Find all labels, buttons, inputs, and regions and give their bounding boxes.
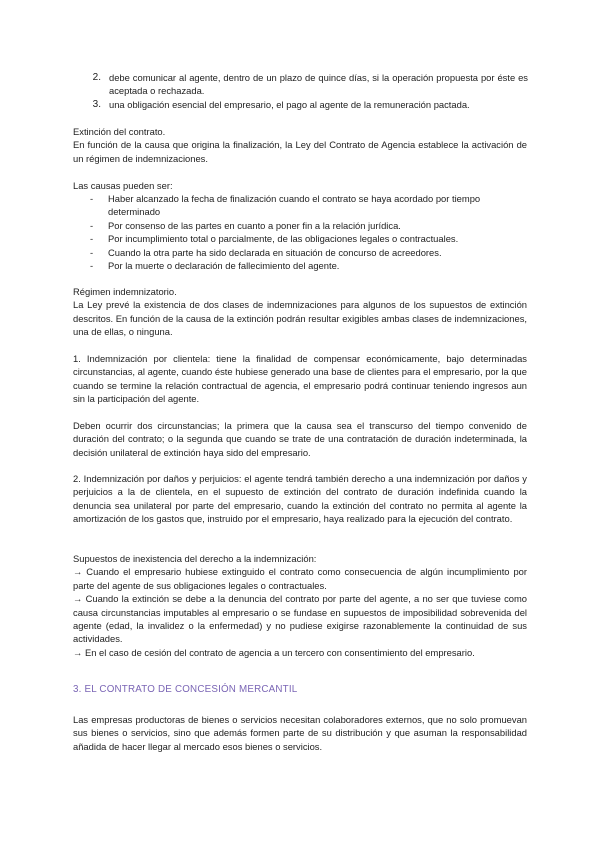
regimen-heading: Régimen indemnizatorio.	[73, 286, 177, 297]
list-text: debe comunicar al agente, dentro de un plazo de quince días, si la operación propuesta por éste es aceptada o rechazada.	[109, 72, 528, 97]
list-item	[73, 98, 528, 111]
list-item	[73, 232, 528, 245]
list-text: Por incumplimiento total o parcialmente, de las obligaciones legales o contractuales.	[108, 233, 459, 245]
list-text: Cuando la otra parte ha sido declarada en situación de concurso de acreedores.	[108, 246, 442, 258]
regimen-section	[73, 285, 527, 339]
circunstancias-paragraph: Deben ocurrir dos circunstancias; la primera que la causa sea el transcurso del tiempo convenido de duración del contrato; o la segunda que cuando se trate de una contratación de duración indeterminada, la decisión unilateral de extinción haya sido del empresario.	[73, 420, 527, 458]
danos-paragraph: 2. Indemnización por daños y perjuicios: el agente tendrá también derecho a una indemnización por daños y perjuicios a la de clientela, en el supuesto de extinción del contrato de duración indefinida cuando la denuncia sea unilateral por parte del empresario, cuando la extinción del contrato no permita al agente la amortización de los gastos que, instruido por el empresario, haya realizado para la ejecución del contrato.	[73, 473, 527, 525]
list-item	[73, 259, 528, 272]
list-number: 3.	[92, 98, 101, 110]
extincion-section	[73, 125, 527, 165]
extincion-heading: Extinción del contrato.	[73, 126, 166, 137]
concesion-paragraph: Las empresas productoras de bienes o servicios necesitan colaboradores externos, que no solo promuevan sus bienes o servicios, sino que además formen parte de su distribución y que asuman la responsabilidad añadida de hacer llegar al mercado esos bienes o servicios.	[73, 714, 527, 752]
dash-bullet: -	[90, 260, 94, 272]
list-text: Por consenso de las partes en cuanto a poner fin a la relación jurídica.	[108, 219, 401, 231]
numbered-list	[73, 71, 528, 111]
list-item	[73, 219, 528, 232]
list-item	[73, 71, 528, 98]
list-text: Haber alcanzado la fecha de finalización cuando el contrato se haya acordado por tiempo determinado	[108, 193, 481, 218]
supuestos-intro: Supuestos de inexistencia del derecho a la indemnización:	[73, 553, 317, 564]
list-number: 2.	[92, 72, 101, 83]
supuesto-item: → Cuando el empresario hubiese extinguido el contrato como consecuencia de algún incumplimiento por parte del agente de sus obligaciones legales o contractuales.	[73, 566, 527, 591]
dash-bullet: -	[90, 193, 94, 204]
supuesto-item: → En el caso de cesión del contrato de agencia a un tercero con consentimiento del empresario.	[73, 646, 475, 658]
clientela-paragraph: 1. Indemnización por clientela: tiene la finalidad de compensar económicamente, bajo determinadas circunstancias, al agente, cuando éste hubiese generado una base de clientes para el empresario, por la que cuando se termine la relación contractual de agencia, el empresario podrá continuar teniendo ingresos aun sin la participación del agente.	[73, 353, 527, 405]
supuestos-section	[73, 552, 527, 659]
causas-intro: Las causas pueden ser:	[73, 180, 173, 191]
list-item	[73, 192, 528, 219]
extincion-text: En función de la causa que origina la finalización, la Ley del Contrato de Agencia establece la activación de un régimen de indemnizaciones.	[73, 139, 527, 164]
list-item	[73, 246, 528, 259]
section-title: 3. EL CONTRATO DE CONCESIÓN MERCANTIL	[73, 684, 298, 695]
list-text: una obligación esencial del empresario, el pago al agente de la remuneración pactada.	[109, 98, 470, 110]
regimen-text: La Ley prevé la existencia de dos clases de indemnizaciones para algunos de los supuestos de extinción descritos. En función de la causa de la extinción podrán resultar exigibles ambas clases de indemnizaciones, una de ellas, o ninguna.	[73, 299, 527, 338]
dash-bullet: -	[90, 219, 94, 231]
list-text: Por la muerte o declaración de fallecimiento del agente.	[108, 260, 340, 272]
dash-bullet: -	[90, 233, 94, 245]
dash-bullet: -	[90, 246, 94, 258]
supuesto-item: → Cuando la extinción se debe a la denuncia del contrato por parte del agente, a no ser que tuviese como causa circunstancias imputables al empresario o se fundase en supuestos de imposibilidad sobrevenida del agente (edad, la invalidez o la enfermedad) y no pudiese exigirse razonablemente la continuidad de sus actividades.	[73, 593, 527, 645]
causas-list	[73, 192, 528, 272]
